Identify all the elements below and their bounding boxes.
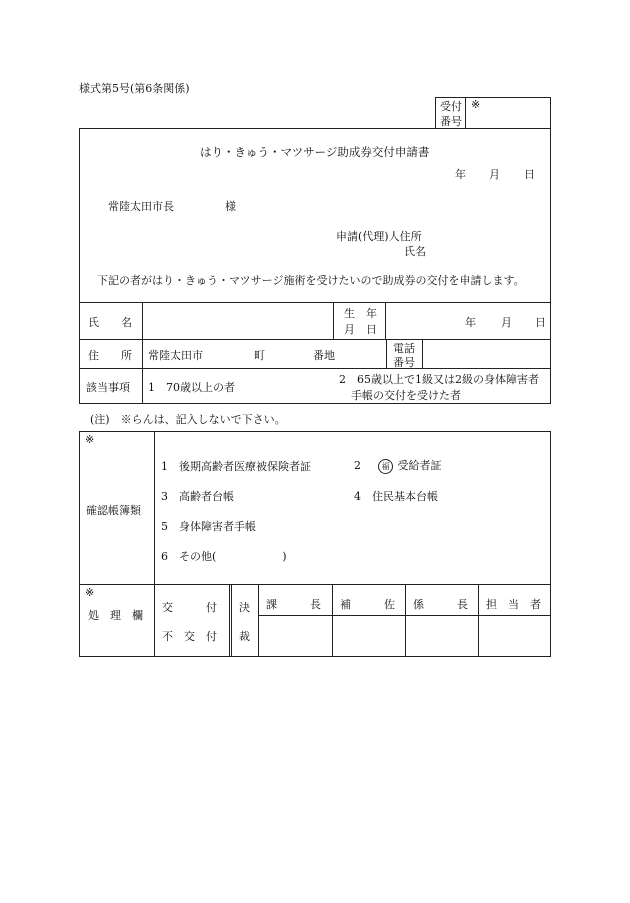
confirmation-item-2-number: 2 (354, 459, 361, 472)
form-number: 様式第5号(第6条関係) (79, 82, 190, 95)
chief-label: 課 長 (266, 598, 321, 611)
date-month: 月 (489, 168, 500, 181)
phone-label-line1: 電話 (393, 342, 415, 355)
confirmation-section (79, 431, 551, 585)
birth-day: 日 (535, 316, 546, 329)
birth-month: 月 (501, 316, 512, 329)
birth-year: 年 (465, 316, 476, 329)
assistant-label: 補 佐 (340, 598, 395, 611)
not-issue-option[interactable]: 不 交 付 (162, 630, 217, 643)
address-label: 住 所 (88, 349, 132, 362)
receipt-divider (465, 97, 466, 129)
date-year: 年 (455, 168, 466, 181)
staff-stamp-field[interactable] (479, 616, 550, 656)
assistant-stamp-field[interactable] (333, 616, 404, 656)
processing-label: 処 理 欄 (88, 609, 143, 622)
decision-label-line1: 決 (239, 601, 250, 614)
staff-label: 担 当 者 (486, 598, 541, 611)
confirmation-item-4[interactable]: 4 住民基本台帳 (354, 490, 438, 503)
receipt-label-line1: 受付 (440, 100, 462, 113)
issue-option[interactable]: 交 付 (162, 601, 217, 614)
date-day: 日 (524, 168, 535, 181)
birth-label-line1: 生 年 (344, 307, 377, 320)
addressee-honorific: 様 (225, 200, 236, 213)
address-lot: 番地 (313, 349, 335, 362)
addressee-name: 常陸太田市長 (108, 200, 174, 213)
form-title: はり・きゅう・マツサージ助成券交付申請書 (200, 145, 430, 159)
confirmation-item-6[interactable]: 6 その他( ) (161, 550, 287, 563)
chief-stamp-field[interactable] (259, 616, 331, 656)
application-statement: 下記の者がはり・きゅう・マツサージ施術を受けたいので助成券の交付を申請します。 (97, 274, 525, 287)
receipt-label-line2: 番号 (440, 115, 462, 128)
confirmation-item-3[interactable]: 3 高齢者台帳 (161, 490, 234, 503)
receipt-mark: ※ (471, 98, 481, 111)
confirmation-item-2-label: 受給者証 (397, 459, 442, 472)
applicant-name-label: 氏名 (404, 245, 426, 258)
birth-label-line2: 月 日 (344, 323, 377, 336)
processing-mark: ※ (85, 586, 95, 599)
address-town: 町 (254, 349, 265, 362)
section-chief-stamp-field[interactable] (406, 616, 477, 656)
decision-label-line2: 裁 (239, 630, 250, 643)
confirmation-item-1[interactable]: 1 後期高齢者医療被保険者証 (161, 460, 311, 473)
name-field[interactable] (143, 303, 332, 338)
eligibility-option-1[interactable]: 1 70歳以上の者 (148, 381, 235, 394)
note: (注) ※らんは、記入しないで下さい。 (90, 413, 286, 426)
phone-label-line2: 番号 (393, 356, 415, 369)
eligibility-option-2-line1[interactable]: 2 65歳以上で1級又は2級の身体障害者 (339, 373, 539, 386)
confirmation-label: 確認帳簿類 (86, 504, 141, 517)
confirmation-item-2[interactable] (354, 457, 442, 474)
name-label: 氏 名 (88, 316, 132, 329)
phone-field[interactable] (423, 340, 550, 367)
applicant-address-label: 申請(代理)人住所 (336, 230, 422, 243)
confirmation-mark: ※ (85, 433, 95, 446)
welfare-circle-mark: 福 (378, 459, 393, 474)
address-city: 常陸太田市 (148, 349, 203, 362)
section-chief-label: 係 長 (413, 598, 468, 611)
eligibility-option-2-line2: 手帳の交付を受けた者 (351, 389, 461, 402)
confirmation-item-5[interactable]: 5 身体障害者手帳 (161, 520, 256, 533)
eligibility-label: 該当事項 (86, 381, 130, 394)
